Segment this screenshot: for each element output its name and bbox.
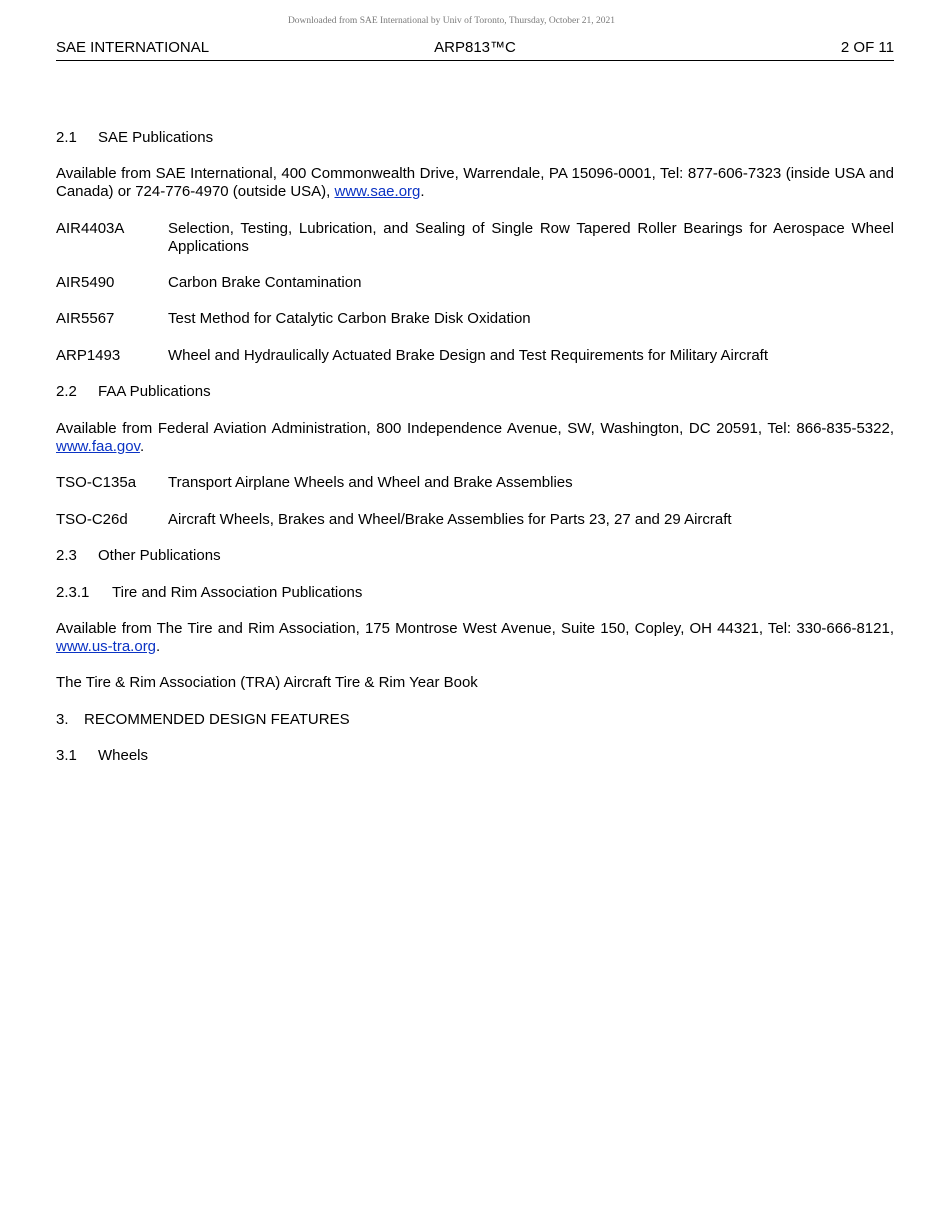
section-title: Wheels <box>98 747 149 764</box>
tra-availability-paragraph <box>56 620 894 656</box>
paragraph-text: Available from SAE International, 400 Commonwealth Drive, Warrendale, PA 15096-0001, Tel: 877-606-7323 (inside USA and Canada) or 724-776-4970 (outside USA), <box>56 165 894 200</box>
reference-item <box>56 347 894 365</box>
reference-code: TSO-C26d <box>56 511 128 528</box>
section-title: FAA Publications <box>98 383 211 400</box>
reference-title: Carbon Brake Contamination <box>168 274 362 291</box>
tra-website-link[interactable]: www.us-tra.org <box>56 638 157 655</box>
paragraph-punctuation: . <box>139 438 145 455</box>
section-number: 2.3 <box>56 547 77 564</box>
reference-title: Test Method for Catalytic Carbon Brake Disk Oxidation <box>168 310 531 327</box>
download-watermark: Downloaded from SAE International by Univ of Toronto, Thursday, October 21, 2021 <box>287 16 616 26</box>
section-2-3-1-heading <box>56 584 894 602</box>
section-2-1-heading <box>56 129 894 147</box>
header-document-id: ARP813™C <box>434 39 516 56</box>
paragraph-punctuation: . <box>156 638 161 655</box>
section-title: Tire and Rim Association Publications <box>112 584 363 601</box>
tra-year-book-reference: The Tire & Rim Association (TRA) Aircraft Tire & Rim Year Book <box>56 674 478 691</box>
reference-title: Wheel and Hydraulically Actuated Brake Design and Test Requirements for Military Aircraft <box>168 347 768 364</box>
faa-availability-paragraph <box>56 420 894 456</box>
section-2-3-heading <box>56 547 894 565</box>
reference-code: ARP1493 <box>56 347 121 364</box>
section-number: 2.1 <box>56 129 77 146</box>
header-organization: SAE INTERNATIONAL <box>56 39 210 56</box>
reference-code: AIR5567 <box>56 310 115 327</box>
section-title: SAE Publications <box>98 129 214 146</box>
reference-item <box>56 274 894 292</box>
page-header <box>56 38 894 61</box>
reference-item <box>56 220 894 256</box>
reference-item <box>56 511 894 529</box>
section-3-heading <box>56 711 894 729</box>
section-title: RECOMMENDED DESIGN FEATURES <box>84 711 350 728</box>
section-2-2-heading <box>56 383 894 401</box>
section-number: 3.1 <box>56 747 77 764</box>
reference-code: TSO-C135a <box>56 474 137 491</box>
paragraph-text: Available from Federal Aviation Administration, 800 Independence Avenue, SW, Washington, DC 20591, Tel: 866-835-5322, <box>56 420 894 437</box>
reference-item <box>56 474 894 492</box>
paragraph-punctuation: . <box>420 183 425 200</box>
paragraph-text: Available from The Tire and Rim Association, 175 Montrose West Avenue, Suite 150, Copley, OH 44321, Tel: 330-666-8121, <box>56 620 894 637</box>
section-number: 2.2 <box>56 383 77 400</box>
header-page-number: 2 OF 11 <box>840 39 894 56</box>
section-3-1-heading <box>56 747 894 765</box>
section-number: 3. <box>56 711 69 728</box>
reference-title: Aircraft Wheels, Brakes and Wheel/Brake Assemblies for Parts 23, 27 and 29 Aircraft <box>168 511 732 528</box>
sae-availability-paragraph <box>56 165 894 201</box>
section-title: Other Publications <box>98 547 221 564</box>
reference-title: Selection, Testing, Lubrication, and Sealing of Single Row Tapered Roller Bearings for Aerospace Wheel Applications <box>168 220 894 255</box>
sae-website-link[interactable]: www.sae.org <box>334 183 421 200</box>
reference-title: Transport Airplane Wheels and Wheel and Brake Assemblies <box>168 474 573 491</box>
section-number: 2.3.1 <box>56 584 90 601</box>
faa-website-link[interactable]: www.faa.gov <box>56 438 140 455</box>
reference-code: AIR5490 <box>56 274 115 291</box>
reference-item <box>56 310 894 328</box>
reference-code: AIR4403A <box>56 220 125 237</box>
